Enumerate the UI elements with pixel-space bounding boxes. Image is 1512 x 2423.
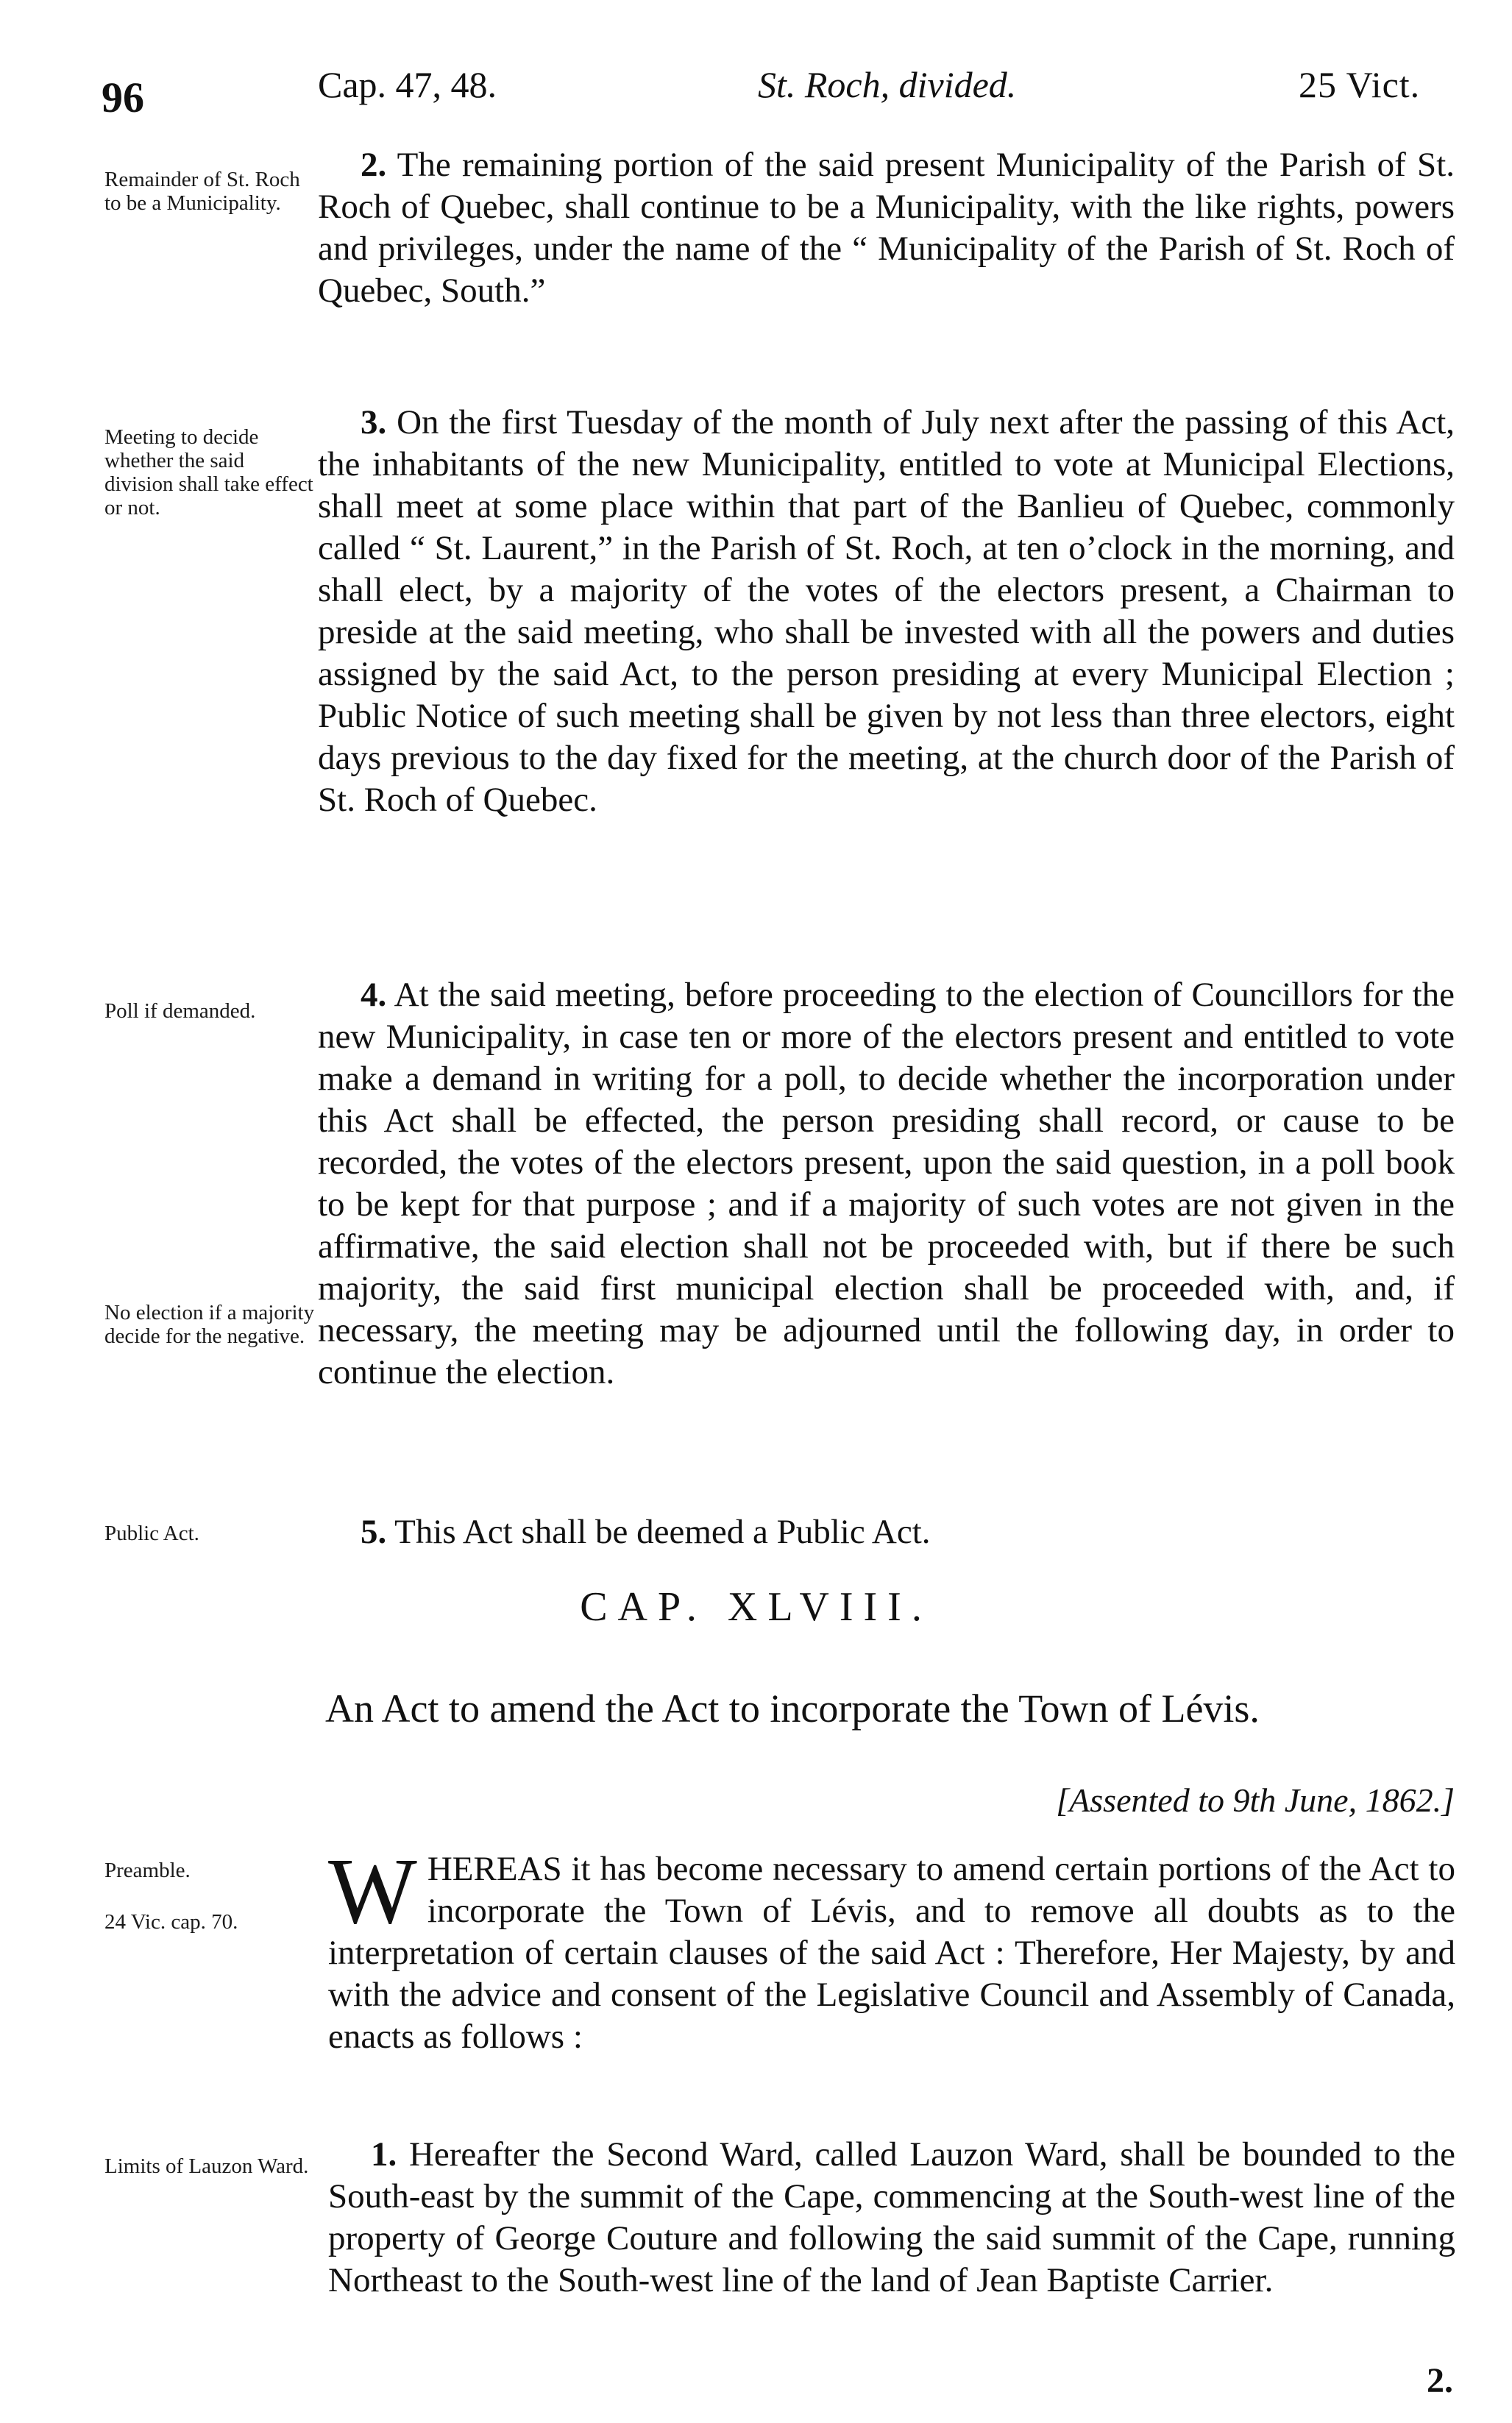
margin-note-section-3: Meeting to decide whether the said division shall take effect or not.: [104, 425, 313, 519]
section-4: [318, 974, 1455, 1394]
page-number: 96: [102, 74, 144, 121]
chapter-reference: Cap. 47, 48.: [318, 64, 497, 105]
section-3: [318, 402, 1455, 821]
section-text: The remaining portion of the said present Municipality of the Parish of St. Roch of Quebec, shall continue to be a Municipality, with the like rights, powers and privileges, under the name of the “ Municipality of the Parish of St. Roch of Quebec, South.”: [318, 146, 1455, 310]
regnal-year: 25 Vict.: [1299, 64, 1421, 105]
section-text: At the said meeting, before proceeding to the election of Councillors for the new Municipality, in case ten or more of the electors present and entitled to vote make a demand in writing for a poll, to decide whether the incorporation under this Act shall be effected, the person presiding shall record, or cause to be recorded, the votes of the electors present, upon the said question, in a poll book to be kept for that purpose ; and if a majority of such votes are not given in the affirmative, the said election shall not be proceeded with, but if there be such majority, the said first municipal election shall be proceeded with, and, if necessary, the meeting may be adjourned until the following day, in order to continue the election.: [318, 976, 1455, 1391]
section-text: On the first Tuesday of the month of July next after the passing of this Act, the inhabitants of the new Municipality, entitled to vote at Municipal Elections, shall meet at some place within that part of the Banlieu of Quebec, commonly called “ St. Laurent,” in the Parish of St. Roch, at ten o’clock in the morning, and shall elect, by a majority of the votes of the electors present, a Chairman to preside at the said meeting, who shall be invested with all the powers and duties assigned by the said Act, to the person presiding at every Municipal Election ; Public Notice of such meeting shall be given by not less than three electors, eight days previous to the day fixed for the meeting, at the church door of the Parish of St. Roch of Quebec.: [318, 403, 1455, 819]
running-title: St. Roch, divided.: [758, 64, 1017, 105]
margin-note-section-4-negative: No election if a majority decide for the negative.: [104, 1301, 315, 1348]
margin-note-section-5: Public Act.: [104, 1522, 199, 1545]
margin-note-limits: Limits of Lauzon Ward.: [104, 2154, 309, 2178]
section-number: 3.: [361, 403, 387, 441]
margin-note-statute-reference: 24 Vic. cap. 70.: [104, 1910, 238, 1934]
section-number: 4.: [361, 976, 387, 1014]
section-5: [318, 1511, 1455, 1553]
section-text: Hereafter the Second Ward, called Lauzon Ward, shall be bounded to the South-east by the summit of the Cape, commencing at the South-west line of the property of George Couture and following the said summit of the Cape, running Northeast to the South-west line of the land of Jean Baptiste Carrier.: [328, 2135, 1456, 2299]
section-number: 1.: [371, 2135, 397, 2174]
margin-note-section-4: Poll if demanded.: [104, 999, 256, 1023]
preamble-text: HEREAS it has become necessary to amend certain portions of the Act to incorporate the Town of Lévis, and to remove all doubts as to the interpretation of certain clauses of the said Act : Therefore, Her Majesty, by and with the advice and consent of the Legislative Council and Assembly of Canada, enacts as follows :: [328, 1850, 1455, 2056]
section-number: 2.: [361, 146, 387, 184]
assent-date: [Assented to 9th June, 1862.]: [1056, 1781, 1455, 1819]
section-2: [318, 144, 1455, 312]
catchword: 2.: [1427, 2361, 1453, 2400]
chapter-heading: CAP. XLVIII.: [580, 1584, 932, 1630]
act-title: An Act to amend the Act to incorporate the Town of Lévis.: [325, 1686, 1260, 1731]
margin-note-section-2: Remainder of St. Roch to be a Municipality.: [104, 168, 300, 215]
section-text: This Act shall be deemed a Public Act.: [394, 1513, 931, 1551]
margin-note-preamble: Preamble.: [104, 1859, 191, 1882]
section-number: 5.: [361, 1513, 387, 1551]
drop-cap: W: [328, 1839, 417, 1943]
preamble: [328, 1839, 1455, 2058]
section-1: [328, 2134, 1455, 2302]
